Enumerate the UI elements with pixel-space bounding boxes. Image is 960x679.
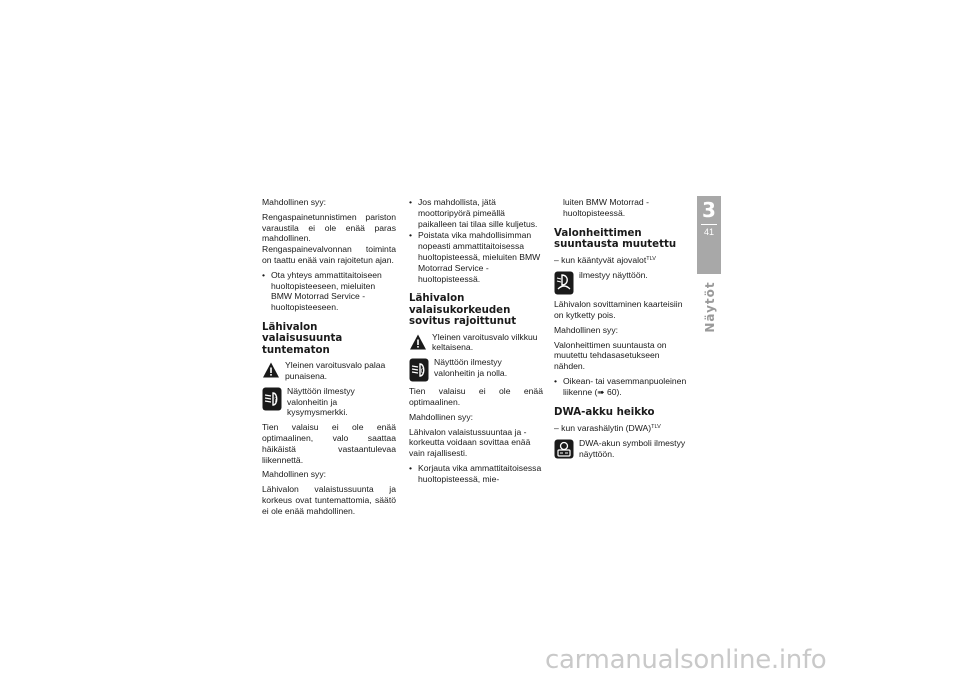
cause-label: Mahdollinen syy:	[262, 197, 327, 207]
headlight-question-icon	[262, 387, 282, 411]
symbol-text: Näyttöön ilmestyy valonheitin ja kysymysmerkki.	[287, 385, 355, 418]
svg-text:?: ?	[274, 396, 278, 404]
chapter-number: 3	[702, 198, 716, 222]
optional-extra-mark: TLV	[651, 423, 661, 430]
headlight-zero-icon	[409, 358, 429, 382]
symbol-row	[554, 438, 690, 460]
symbol-text: ilmestyy näyttöön.	[579, 270, 648, 281]
optional-extra-mark: TLV	[646, 256, 656, 263]
symbol-text: Näyttöön ilmestyy valonheitin ja nolla.	[434, 357, 508, 378]
symbol-text: DWA-akun symboli ilmestyy näyttöön.	[579, 437, 686, 459]
cause-label: Mahdollinen syy:	[409, 411, 474, 422]
text-column-1	[262, 197, 396, 521]
list-item: • Korjauta vika ammattitaitoisessa huoltopisteessä, mie-	[409, 463, 543, 485]
section-heading: Lähivalon valaisusuunta tuntematon	[262, 321, 343, 356]
page-number: 41	[703, 227, 714, 237]
condition-note	[554, 422, 690, 434]
watermark: carmanualsonline.info	[545, 645, 827, 675]
list-item: • Poistata vika mahdollisimman nopeasti ammattitaitoisessa huoltopisteessä, mieluiten BMW Motorrad Service -huoltopisteessä.	[409, 230, 543, 284]
text-column-3	[554, 197, 690, 463]
bullet-list	[409, 197, 543, 284]
cause-text: Lähivalon valaistussuunta ja korkeus ovat tuntemattomia, säätö ei ole enää mahdollinen.	[262, 484, 396, 516]
warning-triangle-icon	[262, 361, 280, 379]
symbol-text: Yleinen varoitusvalo vilkkuu keltaisena.	[432, 331, 538, 353]
cause-label: Mahdollinen syy:	[262, 469, 327, 480]
warning-triangle-icon	[409, 333, 427, 351]
condition-text: – kun varashälytin (DWA)	[554, 422, 652, 433]
cause-label: Mahdollinen syy:	[554, 324, 619, 335]
svg-text:0: 0	[420, 368, 425, 376]
symbol-text: Yleinen varoitusvalo palaa punaisena.	[285, 360, 386, 381]
chapter-title: Näytöt	[703, 281, 717, 333]
symbol-text-continued: Lähivalon sovittaminen kaarteisiin on kytketty pois.	[554, 299, 683, 320]
condition-note	[554, 254, 690, 266]
bullet-continuation: luiten BMW Motorrad -huoltopisteessä.	[563, 197, 649, 218]
dwa-battery-icon	[554, 439, 574, 459]
symbol-row	[409, 332, 543, 354]
list-item: • Ota yhteys ammattitaitoiseen huoltopisteeseen, mieluiten BMW Motorrad Service -huoltopisteeseen.	[262, 270, 396, 313]
bullet-list	[262, 270, 396, 313]
chapter-tab	[697, 196, 721, 274]
section-heading: Valonheittimen suuntausta muutettu	[554, 227, 677, 250]
cause-text: Rengaspainetunnistimen pariston varaustila ei ole enää paras mahdollinen. Rengaspainevalvonnan toiminta on taattu enää vain rajoitetun ajan.	[262, 211, 396, 265]
condition-text: – kun kääntyvät ajovalot	[554, 255, 647, 266]
list-item: • Oikean- tai vasemmanpuoleinen liikenne (➠ 60).	[554, 376, 690, 398]
text-column-2	[409, 197, 543, 489]
body-text: Tien valaisu ei ole enää optimaalinen, valo saattaa häikäistä vastaantulevaa liikennettä.	[262, 422, 396, 465]
list-item: • Jos mahdollista, jätä moottoripyörä pimeällä paikalleen tai tilaa sille kuljetus.	[409, 197, 543, 229]
body-text: Tien valaisu ei ole enää optimaalinen.	[409, 386, 543, 407]
symbol-row	[554, 270, 690, 295]
cause-text: Valonheittimen suuntausta on muutettu tehdasasetukseen nähden.	[554, 339, 667, 372]
chapter-title-vertical	[690, 282, 730, 332]
section-heading: DWA-akku heikko	[554, 406, 655, 418]
bullet-list	[554, 376, 690, 398]
symbol-row	[409, 357, 543, 382]
cornering-light-icon	[554, 271, 574, 295]
symbol-row	[262, 386, 396, 418]
symbol-row	[262, 360, 396, 382]
cause-text: Lähivalon valaistussuuntaa ja -korkeutta voidaan sovittaa enää vain rajallisesti.	[409, 426, 531, 459]
section-heading: Lähivalon valaisukorkeuden sovitus rajoittunut	[409, 293, 517, 328]
tab-divider	[701, 224, 717, 225]
bullet-list	[409, 463, 543, 485]
